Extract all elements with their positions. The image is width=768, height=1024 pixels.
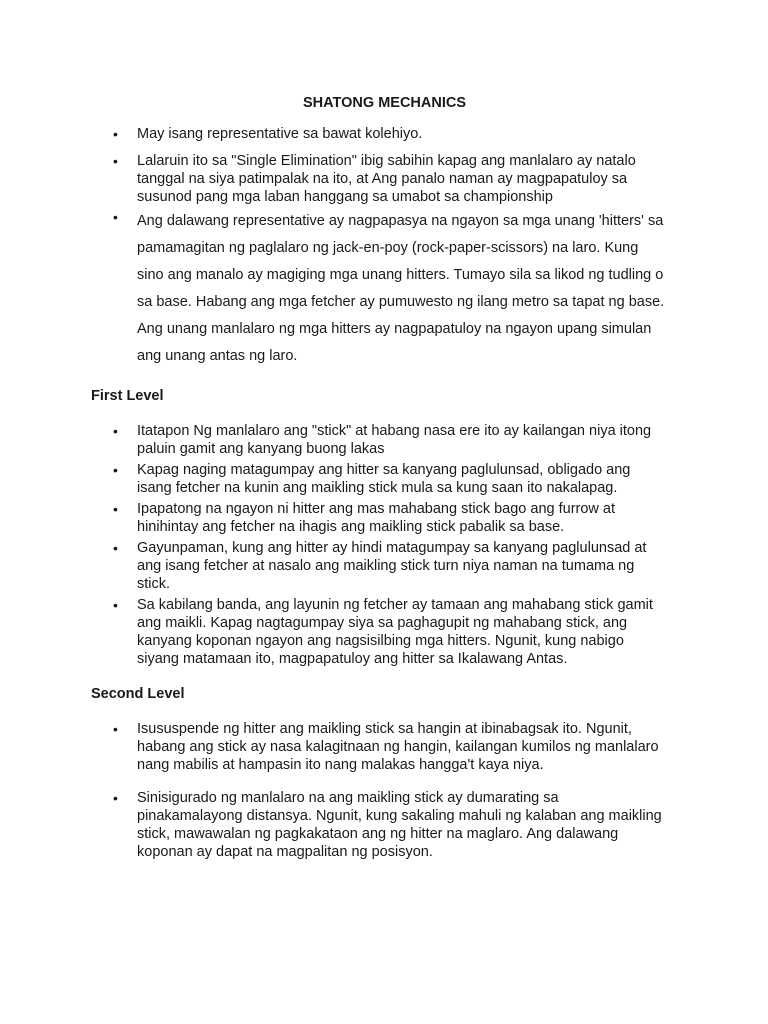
- document-title: SHATONG MECHANICS: [303, 95, 466, 111]
- list-item: • Isususpende ng hitter ang maikling stick sa hangin at ibinabagsak ito. Ngunit, habang ang stick ay nasa kalagitnaan ng hangin, kailangan kumilos ng manlalaro nang mabilis at hampasin ito nang malakas hangga't kaya niya.: [91, 720, 668, 774]
- list-item: • Ang dalawang representative ay nagpapasya na ngayon sa mga unang 'hitters' sa pamamagitan ng paglalaro ng jack-en-poy (rock-paper-scissors) na laro. Kung sino ang manalo ay magiging mga unang hitters. Tumayo sila sa likod ng tudling o sa base. Habang ang mga fetcher ay pumuwesto ng ilang metro sa tapat ng base. Ang unang manlalaro ng mga hitters ay nagpapatuloy na ngayon upang simulan ang unang antas ng laro.: [91, 208, 668, 370]
- list-item: • May isang representative sa bawat kolehiyo.: [91, 125, 668, 143]
- first-level-list: [91, 422, 668, 668]
- list-item: • Ipapatong na ngayon ni hitter ang mas mahabang stick bago ang furrow at hinihintay ang fetcher na ihagis ang maikling stick pabalik sa base.: [91, 500, 668, 536]
- list-item: • Lalaruin ito sa "Single Elimination" ibig sabihin kapag ang manlalaro ay natalo tanggal na siya patimpalak na ito, at Ang panalo naman ay magpapatuloy sa susunod pang mga laban hanggang sa umabot sa championship: [91, 152, 668, 206]
- second-level-list: [91, 720, 668, 861]
- second-level-heading: Second Level: [91, 686, 185, 702]
- intro-list: [91, 125, 668, 370]
- first-level-heading: First Level: [91, 388, 164, 404]
- list-item: • Gayunpaman, kung ang hitter ay hindi matagumpay sa kanyang paglulunsad at ang isang fetcher at nasalo ang maikling stick turn niya naman na tumama ng stick.: [91, 539, 668, 593]
- list-item: • Sinisigurado ng manlalaro na ang maikling stick ay dumarating sa pinakamalayong distansya. Ngunit, kung sakaling mahuli ng kalaban ang maikling stick, mawawalan ng pagkakataon ang ng hitter na maglaro. Ang dalawang koponan ay dapat na magpalitan ng posisyon.: [91, 789, 668, 861]
- list-item: • Sa kabilang banda, ang layunin ng fetcher ay tamaan ang mahabang stick gamit ang maikli. Kapag nagtagumpay siya sa paghagupit ng mahabang stick, ang kanyang koponan ngayon ang nagsisilbing mga hitters. Ngunit, kung nabigo siyang matamaan ito, magpapatuloy ang hitter sa Ikalawang Antas.: [91, 596, 668, 668]
- list-item: • Kapag naging matagumpay ang hitter sa kanyang paglulunsad, obligado ang isang fetcher na kunin ang maikling stick mula sa kung saan ito nakalapag.: [91, 461, 668, 497]
- list-item: • Itatapon Ng manlalaro ang "stick" at habang nasa ere ito ay kailangan niya itong paluin gamit ang kanyang buong lakas: [91, 422, 668, 458]
